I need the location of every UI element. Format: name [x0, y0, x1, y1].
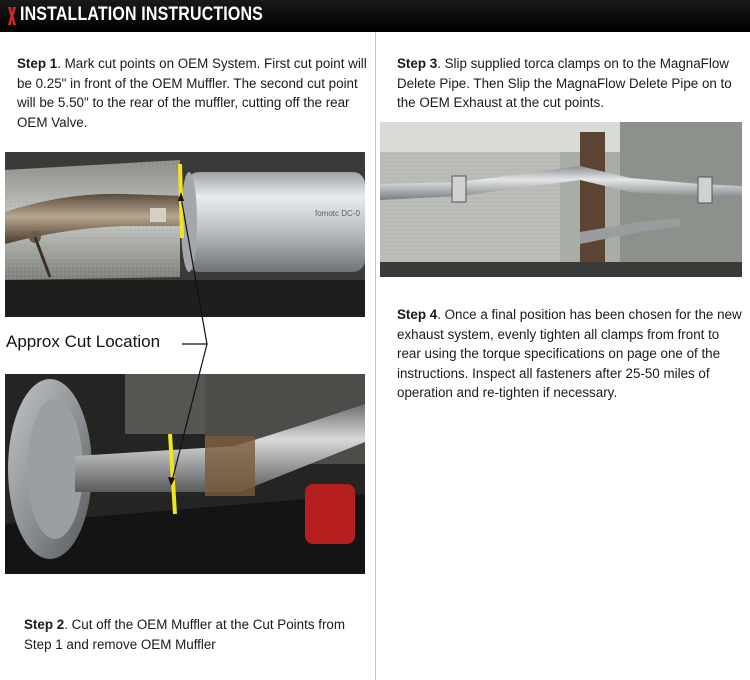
photo-muffler-front: [5, 152, 365, 317]
step-4-body: . Once a final position has been chosen for the new exhaust system, evenly tighten all clamps from front to rear using the torque specifications on page one of the instructions. Inspect all fasteners after 25-50 miles of operation and re-tighten if necessary.: [397, 307, 742, 400]
cut-location-label: Approx Cut Location: [6, 332, 161, 351]
step-3-body: . Slip supplied torca clamps on to the MagnaFlow Delete Pipe. Then Slip the MagnaFlow Delete Pipe on to the OEM Exhaust at the cut points.: [397, 56, 732, 110]
step-1-text: [17, 54, 367, 132]
cut-marker-line: [180, 164, 182, 238]
step-1-body: . Mark cut points on OEM System. First cut point will be 0.25" in front of the OEM Muffler. The second cut point will be 5.50" to the rear of the muffler, cutting off the rear OEM Valve.: [17, 56, 367, 130]
step-2-label: Step 2: [24, 617, 65, 632]
step-3-label: Step 3: [397, 56, 438, 71]
column-divider: [375, 32, 376, 680]
step-4-text: [397, 305, 742, 403]
step-3-text: [397, 54, 742, 113]
step-2-body: . Cut off the OEM Muffler at the Cut Points from Step 1 and remove OEM Muffler: [24, 617, 346, 652]
step-1-label: Step 1: [17, 56, 58, 71]
x-logo-icon: [7, 6, 17, 26]
page-title: INSTALLATION INSTRUCTIONS: [20, 4, 263, 25]
header-bar: [0, 0, 750, 32]
photo-delete-pipe-installed: [380, 122, 742, 277]
photo-muffler-rear: [5, 374, 365, 574]
svg-text:fomotc DC-0: fomotc DC-0: [315, 209, 360, 218]
step-2-text: [24, 615, 369, 654]
step-4-label: Step 4: [397, 307, 438, 322]
